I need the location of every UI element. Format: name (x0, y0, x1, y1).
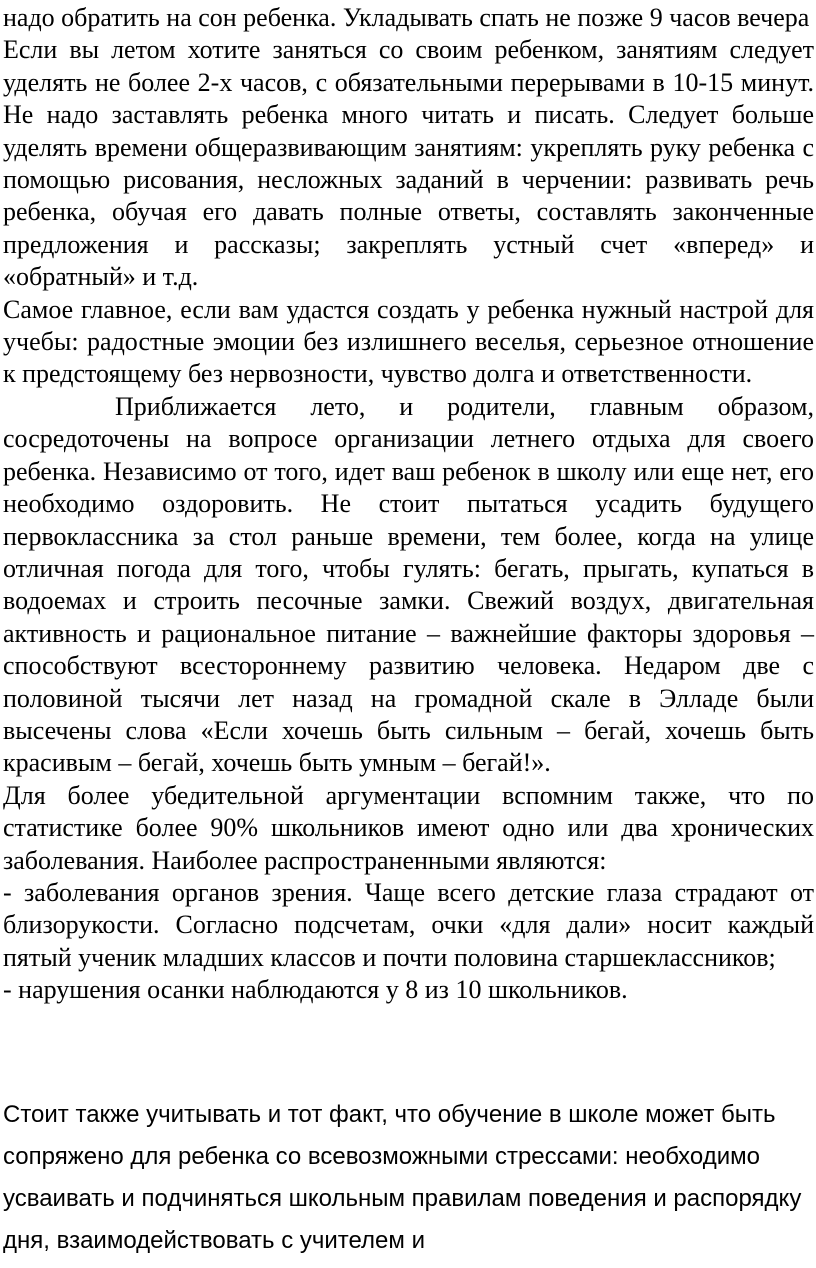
list-item-vision: - заболевания органов зрения. Чаще всего детские глаза страдают от близорукости. Согласно подсчетам, очки «для дали» носит каждый пятый ученик младших классов и почти половина старшеклассников; (3, 877, 814, 972)
paragraph-summer-health: Приближается лето, и родители, главным образом, сосредоточены на вопросе организации летнего отдыха для своего ребенка. Независимо от того, идет ваш ребенок в школу или еще нет, его необходимо оздоровить. Не стоит пытаться усадить будущего первоклассника за стол раньше времени, тем более, когда на улице отличная погода для того, чтобы гулять: бегать, прыгать, купаться в водоемах и строить песочные замки. Свежий воздух, двигательная активность и рациональное питание – важнейшие факторы здоровья – способствуют всестороннему развитию человека. Недаром две с половиной тысячи лет назад на громадной скале в Элладе были высечены слова «Если хочешь быть сильным – бегай, хочешь быть красивым – бегай, хочешь быть умным – бегай!». (3, 391, 814, 778)
document-body (3, 2, 814, 1007)
paragraph-statistics: Для более убедительной аргументации вспомним также, что по статистике более 90% школьников имеют одно или два хронических заболевания. Наиболее распространенными являются: (3, 780, 814, 875)
paragraph-sleep: надо обратить на сон ребенка. Укладывать спать не позже 9 часов вечера (3, 3, 810, 32)
list-item-posture: - нарушения осанки наблюдаются у 8 из 10 школьников. (3, 975, 628, 1005)
document-closing (3, 1094, 814, 1262)
paragraph-school-stress: Стоит также учитывать и тот факт, что обучение в школе может быть сопряжено для ребенка со всевозможными стрессами: необходимо усваивать и подчиняться школьным правилам поведения и распорядку дня, взаимодействовать с учителем и (3, 1101, 802, 1254)
paragraph-summer-study: Если вы летом хотите заняться со своим ребенком, занятиям следует уделять не более 2-х часов, с обязательными перерывами в 10-15 минут. Не надо заставлять ребенка много читать и писать. Следует больше уделять времени общеразвивающим занятиям: укреплять руку ребенка с помощью рисования, несложных заданий в черчении: развивать речь ребенка, обучая его давать полные ответы, составлять законченные предложения и рассказы; закреплять устный счет «вперед» и «обратный» и т.д. (3, 35, 814, 292)
paragraph-mood: Самое главное, если вам удастся создать у ребенка нужный настрой для учебы: радостные эмоции без излишнего веселья, серьезное отношение к предстоящему без нервозности, чувство долга и ответственности. (3, 294, 814, 389)
